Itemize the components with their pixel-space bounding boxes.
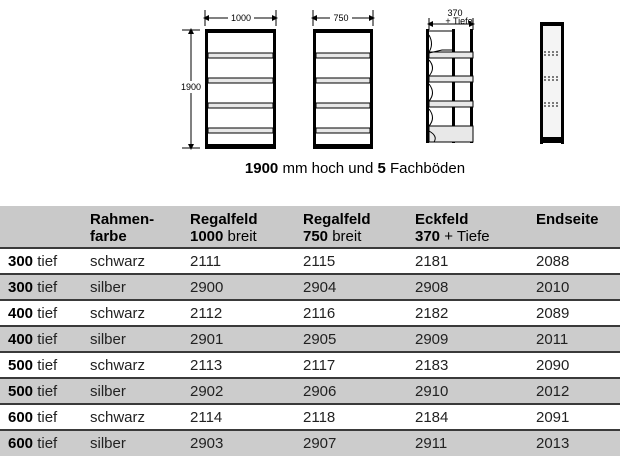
table-row xyxy=(0,352,620,378)
depth-value: 600 xyxy=(8,435,34,452)
table-header-row xyxy=(0,206,620,248)
cell-corner-field: 2181 xyxy=(415,252,449,270)
depth-value: 300 xyxy=(8,252,34,270)
cell-end-side: 2011 xyxy=(536,330,569,348)
cell-end-side: 2013 xyxy=(536,435,570,452)
cell-depth xyxy=(0,300,90,326)
cell-frame-color: schwarz xyxy=(90,408,146,426)
cell-end-side: 2091 xyxy=(536,408,570,426)
cell-corner-field: 2184 xyxy=(415,408,449,426)
table-row xyxy=(0,274,620,300)
cell-frame-color: silber xyxy=(90,382,126,400)
cell-field-1000: 2901 xyxy=(190,330,224,348)
cell-field-750: 2115 xyxy=(303,252,336,270)
dimension-750-label: 750 xyxy=(333,13,349,23)
cell-depth xyxy=(0,430,90,456)
dimension-height xyxy=(178,30,204,148)
header-corner-field: Eckfeld 370 + Tiefe xyxy=(415,211,490,245)
table-row xyxy=(0,404,620,430)
cell-corner-field: 2910 xyxy=(415,382,449,400)
depth-value: 500 xyxy=(8,356,34,374)
cell-corner-field: 2909 xyxy=(415,330,449,348)
cell-end-side: 2090 xyxy=(536,356,570,374)
depth-value: 400 xyxy=(8,330,34,348)
depth-unit: tief xyxy=(33,252,58,270)
cell-frame-color: schwarz xyxy=(90,356,146,374)
caption-height-text: mm hoch und xyxy=(278,160,378,177)
cell-field-1000: 2903 xyxy=(190,435,224,452)
cell-depth xyxy=(0,352,90,378)
cell-field-1000: 2902 xyxy=(190,382,224,400)
header-depth xyxy=(0,206,90,248)
cell-field-1000: 2111 xyxy=(190,252,222,270)
dimension-1000-label: 1000 xyxy=(230,13,252,23)
table-row xyxy=(0,430,620,456)
dimension-corner xyxy=(429,8,473,30)
cell-field-1000: 2900 xyxy=(190,278,224,296)
cell-corner-field: 2182 xyxy=(415,304,449,322)
depth-value: 300 xyxy=(8,278,34,296)
table-row xyxy=(0,248,620,274)
header-end-side: Endseite xyxy=(536,211,599,228)
table-row xyxy=(0,300,620,326)
cell-depth xyxy=(0,378,90,404)
header-field-1000: Regalfeld 1000 breit xyxy=(190,211,258,245)
caption-height-value: 1900 xyxy=(244,160,279,177)
dimension-height-label: 1900 xyxy=(180,82,202,92)
cell-depth xyxy=(0,326,90,352)
cell-corner-field: 2911 xyxy=(415,435,448,452)
cell-frame-color: silber xyxy=(90,278,126,296)
cell-depth xyxy=(0,404,90,430)
header-frame-color: Rahmen- farbe xyxy=(90,211,155,245)
caption-shelf-text: Fachböden xyxy=(385,160,466,177)
cell-depth xyxy=(0,248,90,274)
cell-field-750: 2907 xyxy=(303,435,337,452)
cell-field-750: 2904 xyxy=(303,278,337,296)
cell-frame-color: schwarz xyxy=(90,252,146,270)
dimension-corner-suffix: + Tiefe xyxy=(445,16,473,26)
cell-field-1000: 2113 xyxy=(190,356,223,374)
cell-frame-color: silber xyxy=(90,435,126,452)
cell-depth xyxy=(0,274,90,300)
cell-end-side: 2010 xyxy=(536,278,570,296)
shelf-unit-corner xyxy=(426,29,473,143)
cell-frame-color: silber xyxy=(90,330,126,348)
cell-field-750: 2117 xyxy=(303,356,336,374)
dimension-1000 xyxy=(205,10,276,26)
dimension-750 xyxy=(313,10,373,26)
shelf-unit-750 xyxy=(313,29,373,149)
table-row xyxy=(0,326,620,352)
depth-unit: tief xyxy=(33,356,58,374)
cell-field-1000: 2112 xyxy=(190,304,223,322)
cell-corner-field: 2183 xyxy=(415,356,449,374)
depth-value: 600 xyxy=(8,408,34,426)
cell-field-1000: 2114 xyxy=(190,408,223,426)
depth-value: 400 xyxy=(8,304,34,322)
cell-field-750: 2906 xyxy=(303,382,337,400)
end-side-unit xyxy=(540,22,564,144)
shelf-figure xyxy=(0,0,620,158)
cell-end-side: 2089 xyxy=(536,304,570,322)
depth-value: 500 xyxy=(8,382,34,400)
depth-unit: tief xyxy=(33,304,58,322)
cell-corner-field: 2908 xyxy=(415,278,449,296)
depth-unit: tief xyxy=(33,408,58,426)
cell-end-side: 2088 xyxy=(536,252,570,270)
header-field-750: Regalfeld 750 breit xyxy=(303,211,371,245)
cell-field-750: 2118 xyxy=(303,408,336,426)
table-row xyxy=(0,378,620,404)
article-table xyxy=(0,206,620,456)
depth-unit: tief xyxy=(33,435,58,452)
depth-unit: tief xyxy=(33,330,58,348)
cell-frame-color: schwarz xyxy=(90,304,146,322)
shelf-unit-1000 xyxy=(205,29,276,149)
cell-field-750: 2905 xyxy=(303,330,337,348)
depth-unit: tief xyxy=(33,382,58,400)
dimension-corner-label: 370 xyxy=(447,8,463,18)
cell-end-side: 2012 xyxy=(536,382,570,400)
figure-caption xyxy=(0,160,620,177)
cell-field-750: 2116 xyxy=(303,304,336,322)
caption-shelf-count: 5 xyxy=(377,160,386,177)
depth-unit: tief xyxy=(33,278,58,296)
